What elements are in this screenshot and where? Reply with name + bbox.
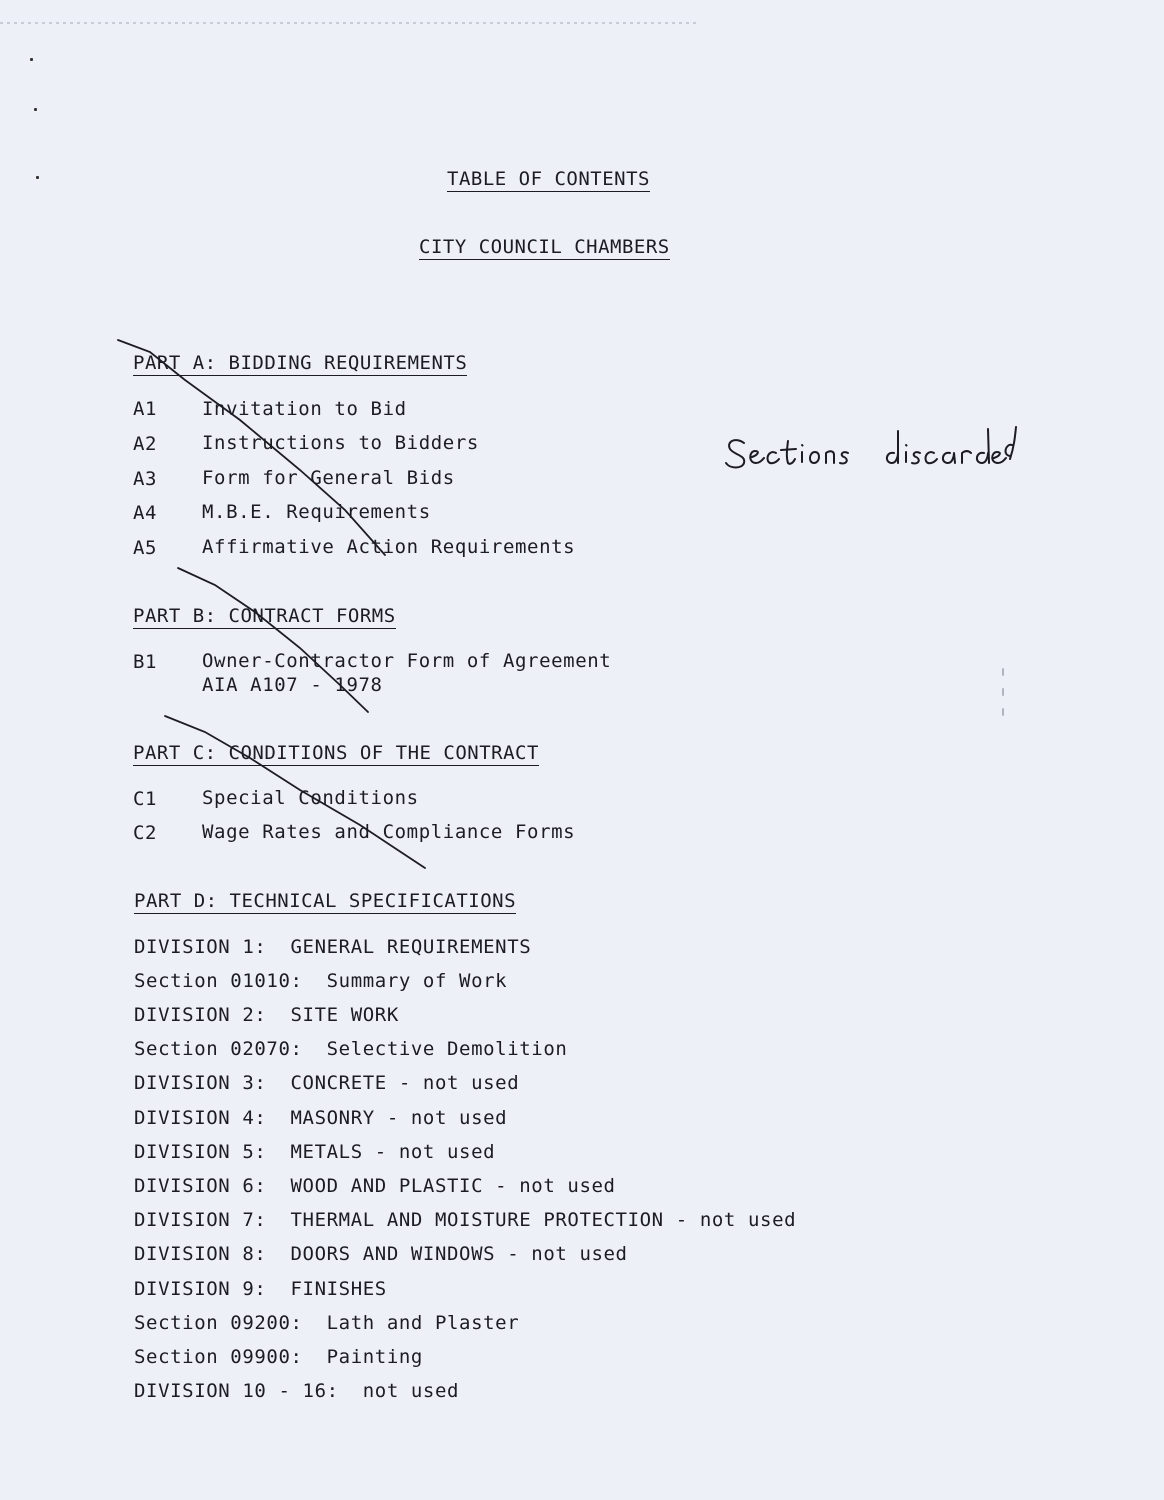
- part-c-item-text: Special Conditions: [202, 787, 419, 809]
- part-a-heading: PART A: BIDDING REQUIREMENTS: [133, 352, 468, 374]
- part-d-line: DIVISION 2: SITE WORK: [134, 1004, 399, 1026]
- part-a-item-text: M.B.E. Requirements: [202, 501, 431, 523]
- part-a-item-text: Form for General Bids: [202, 467, 455, 489]
- handwritten-note-sections-discarded: [722, 425, 1022, 485]
- part-a-item-code: A4: [133, 502, 158, 524]
- part-b-heading: PART B: CONTRACT FORMS: [133, 605, 396, 627]
- scan-speck: [1002, 708, 1004, 716]
- part-a-item-code: A3: [133, 468, 158, 490]
- part-d-line: DIVISION 9: FINISHES: [134, 1278, 387, 1300]
- part-d-heading: PART D: TECHNICAL SPECIFICATIONS: [134, 890, 517, 912]
- part-b-item-text-continued: AIA A107 - 1978: [202, 674, 383, 696]
- part-a-item-code: A1: [133, 398, 158, 420]
- part-d-line: DIVISION 10 - 16: not used: [134, 1380, 460, 1402]
- part-d-line: Section 09200: Lath and Plaster: [134, 1312, 520, 1334]
- part-d-line: DIVISION 8: DOORS AND WINDOWS - not used: [134, 1243, 628, 1265]
- part-c-item-text: Wage Rates and Compliance Forms: [202, 821, 576, 843]
- part-d-line: DIVISION 1: GENERAL REQUIREMENTS: [134, 936, 532, 958]
- part-a-item-code: A5: [133, 537, 158, 559]
- part-c-item-code: C1: [133, 788, 158, 810]
- part-d-line: Section 09900: Painting: [134, 1346, 423, 1368]
- part-a-item-text: Instructions to Bidders: [202, 432, 479, 454]
- scan-speck: [1002, 688, 1004, 696]
- part-a-item-code: A2: [133, 433, 158, 455]
- part-d-line: DIVISION 4: MASONRY - not used: [134, 1107, 508, 1129]
- page-title: TABLE OF CONTENTS: [447, 168, 650, 190]
- part-c-item-code: C2: [133, 822, 158, 844]
- page-subtitle: CITY COUNCIL CHAMBERS: [419, 236, 670, 258]
- part-d-line: DIVISION 6: WOOD AND PLASTIC - not used: [134, 1175, 616, 1197]
- part-c-heading: PART C: CONDITIONS OF THE CONTRACT: [133, 742, 539, 764]
- part-b-item-code: B1: [133, 651, 158, 673]
- part-d-line: DIVISION 3: CONCRETE - not used: [134, 1072, 520, 1094]
- part-b-item-text: Owner-Contractor Form of Agreement: [202, 650, 612, 672]
- part-a-item-text: Affirmative Action Requirements: [202, 536, 576, 558]
- part-d-line: Section 01010: Summary of Work: [134, 970, 508, 992]
- part-d-line: Section 02070: Selective Demolition: [134, 1038, 568, 1060]
- scan-speck: [1002, 668, 1004, 676]
- part-d-line: DIVISION 7: THERMAL AND MOISTURE PROTECTION - not used: [134, 1209, 797, 1231]
- part-d-line: DIVISION 5: METALS - not used: [134, 1141, 496, 1163]
- part-a-item-text: Invitation to Bid: [202, 398, 407, 420]
